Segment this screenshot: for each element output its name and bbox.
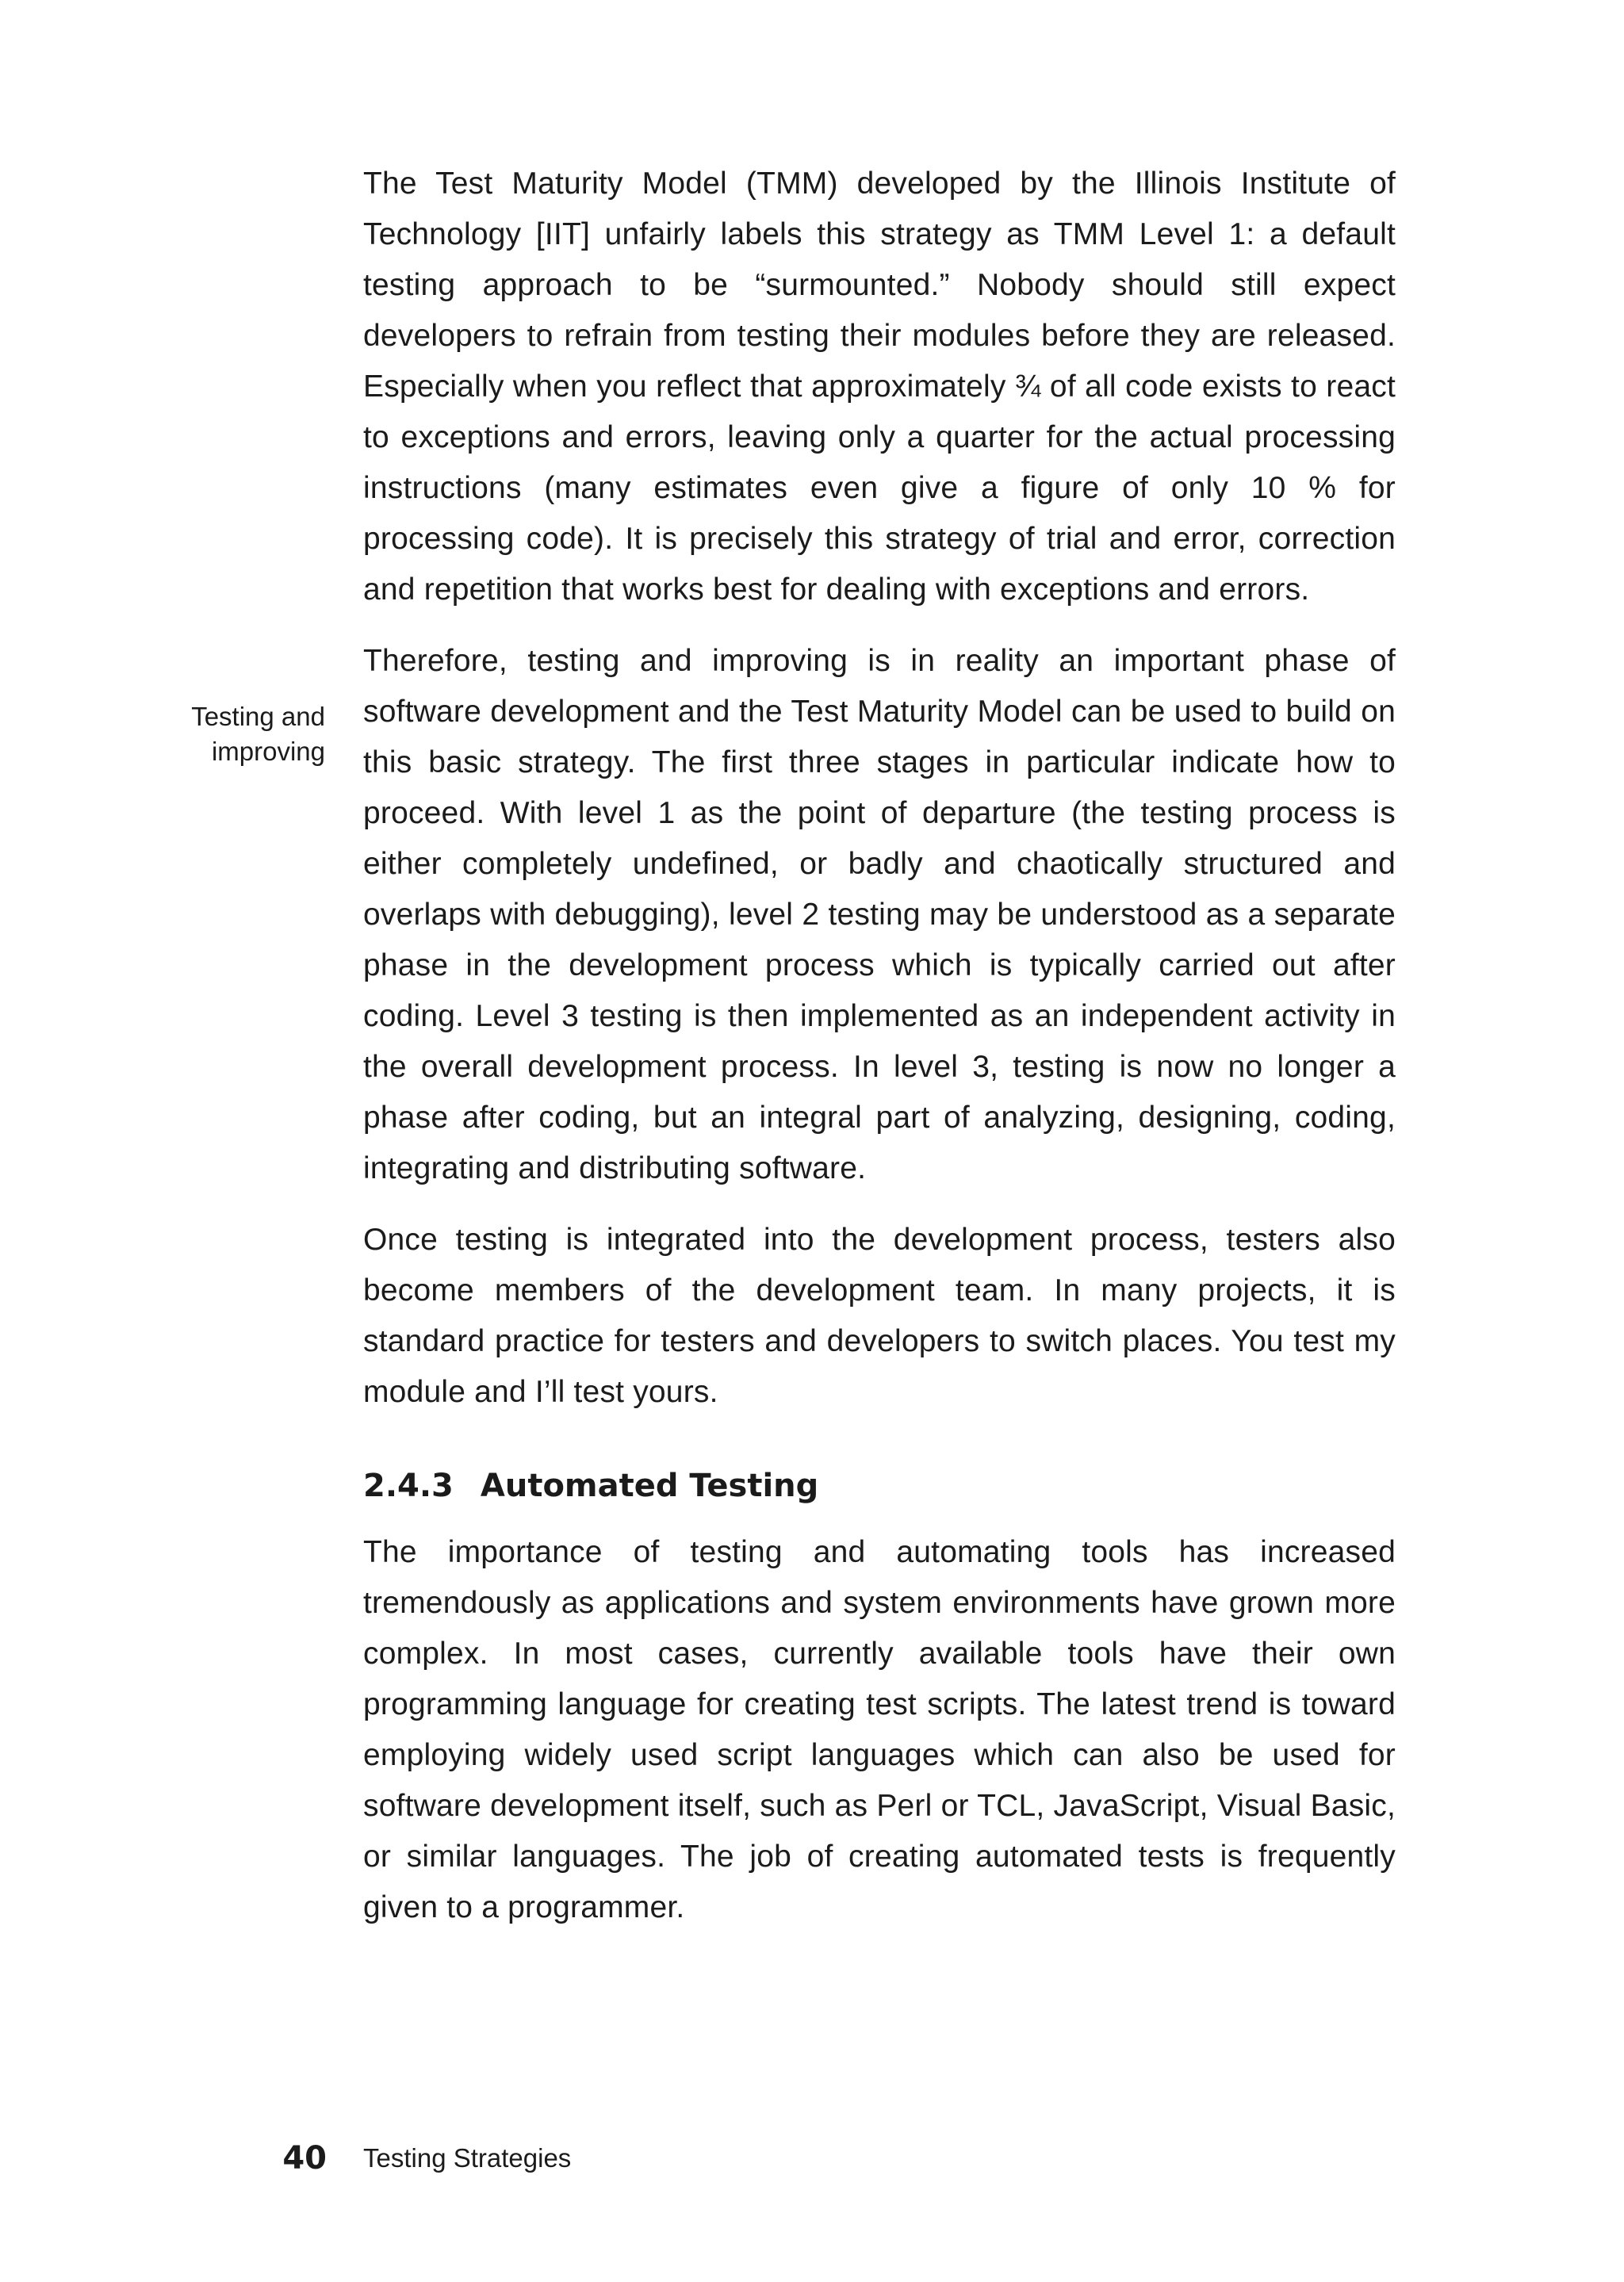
page-number: 40 — [282, 2140, 327, 2177]
section-number: 2.4.3 — [363, 1468, 454, 1504]
running-title: Testing Strategies — [363, 2143, 572, 2173]
main-text-column — [363, 159, 1396, 1933]
section-heading — [363, 1462, 1396, 1510]
margin-note — [127, 699, 325, 769]
page-footer — [0, 2136, 1624, 2184]
margin-note-line-1: Testing and — [191, 702, 325, 731]
paragraph-testers-team: Once testing is integrated into the development process, testers also become members of the development team. In many projects, it is standard practice for testers and developers to switch places. You test my module and I’ll test yours. — [363, 1223, 1396, 1409]
margin-note-line-2: improving — [211, 737, 325, 766]
paragraph-tmm-intro: The Test Maturity Model (TMM) developed by the Illinois Institute of Technology [IIT] unfairly labels this strategy as TMM Level 1: a default testing approach to be “surmounted.” Nobody should still expect developers to refrain from testing their modules before they are released. Especially when you reflect that approximately ¾ of all code exists to react to exceptions and errors, leaving only a quarter for the actual processing instructions (many estimates even give a figure of only 10 % for processing code). It is precisely this strategy of trial and error, correction and repetition that works best for dealing with exceptions and errors. — [363, 167, 1396, 607]
section-title: Automated Testing — [480, 1468, 819, 1504]
paragraph-automated-testing: The importance of testing and automating tools has increased tremendously as applications and system environments have grown more complex. In most cases, currently available tools have their own programming language for creating test scripts. The latest trend is toward employing widely used script languages which can also be used for software development itself, such as Perl or TCL, JavaScript, Visual Basic, or similar languages. The job of creating automated tests is frequently given to a programmer. — [363, 1535, 1396, 1924]
paragraph-testing-and-improving: Therefore, testing and improving is in reality an important phase of software development and the Test Maturity Model can be used to build on this basic strategy. The first three stages in particular indicate how to proceed. With level 1 as the point of departure (the testing process is either completely undefined, or badly and chaotically structured and overlaps with debugging), level 2 testing may be understood as a separate phase in the development process which is typically carried out after coding. Level 3 testing is then implemented as an independent activity in the overall development process. In level 3, testing is now no longer a phase after coding, but an integral part of analyzing, designing, coding, integrating and distributing software. — [363, 644, 1396, 1185]
